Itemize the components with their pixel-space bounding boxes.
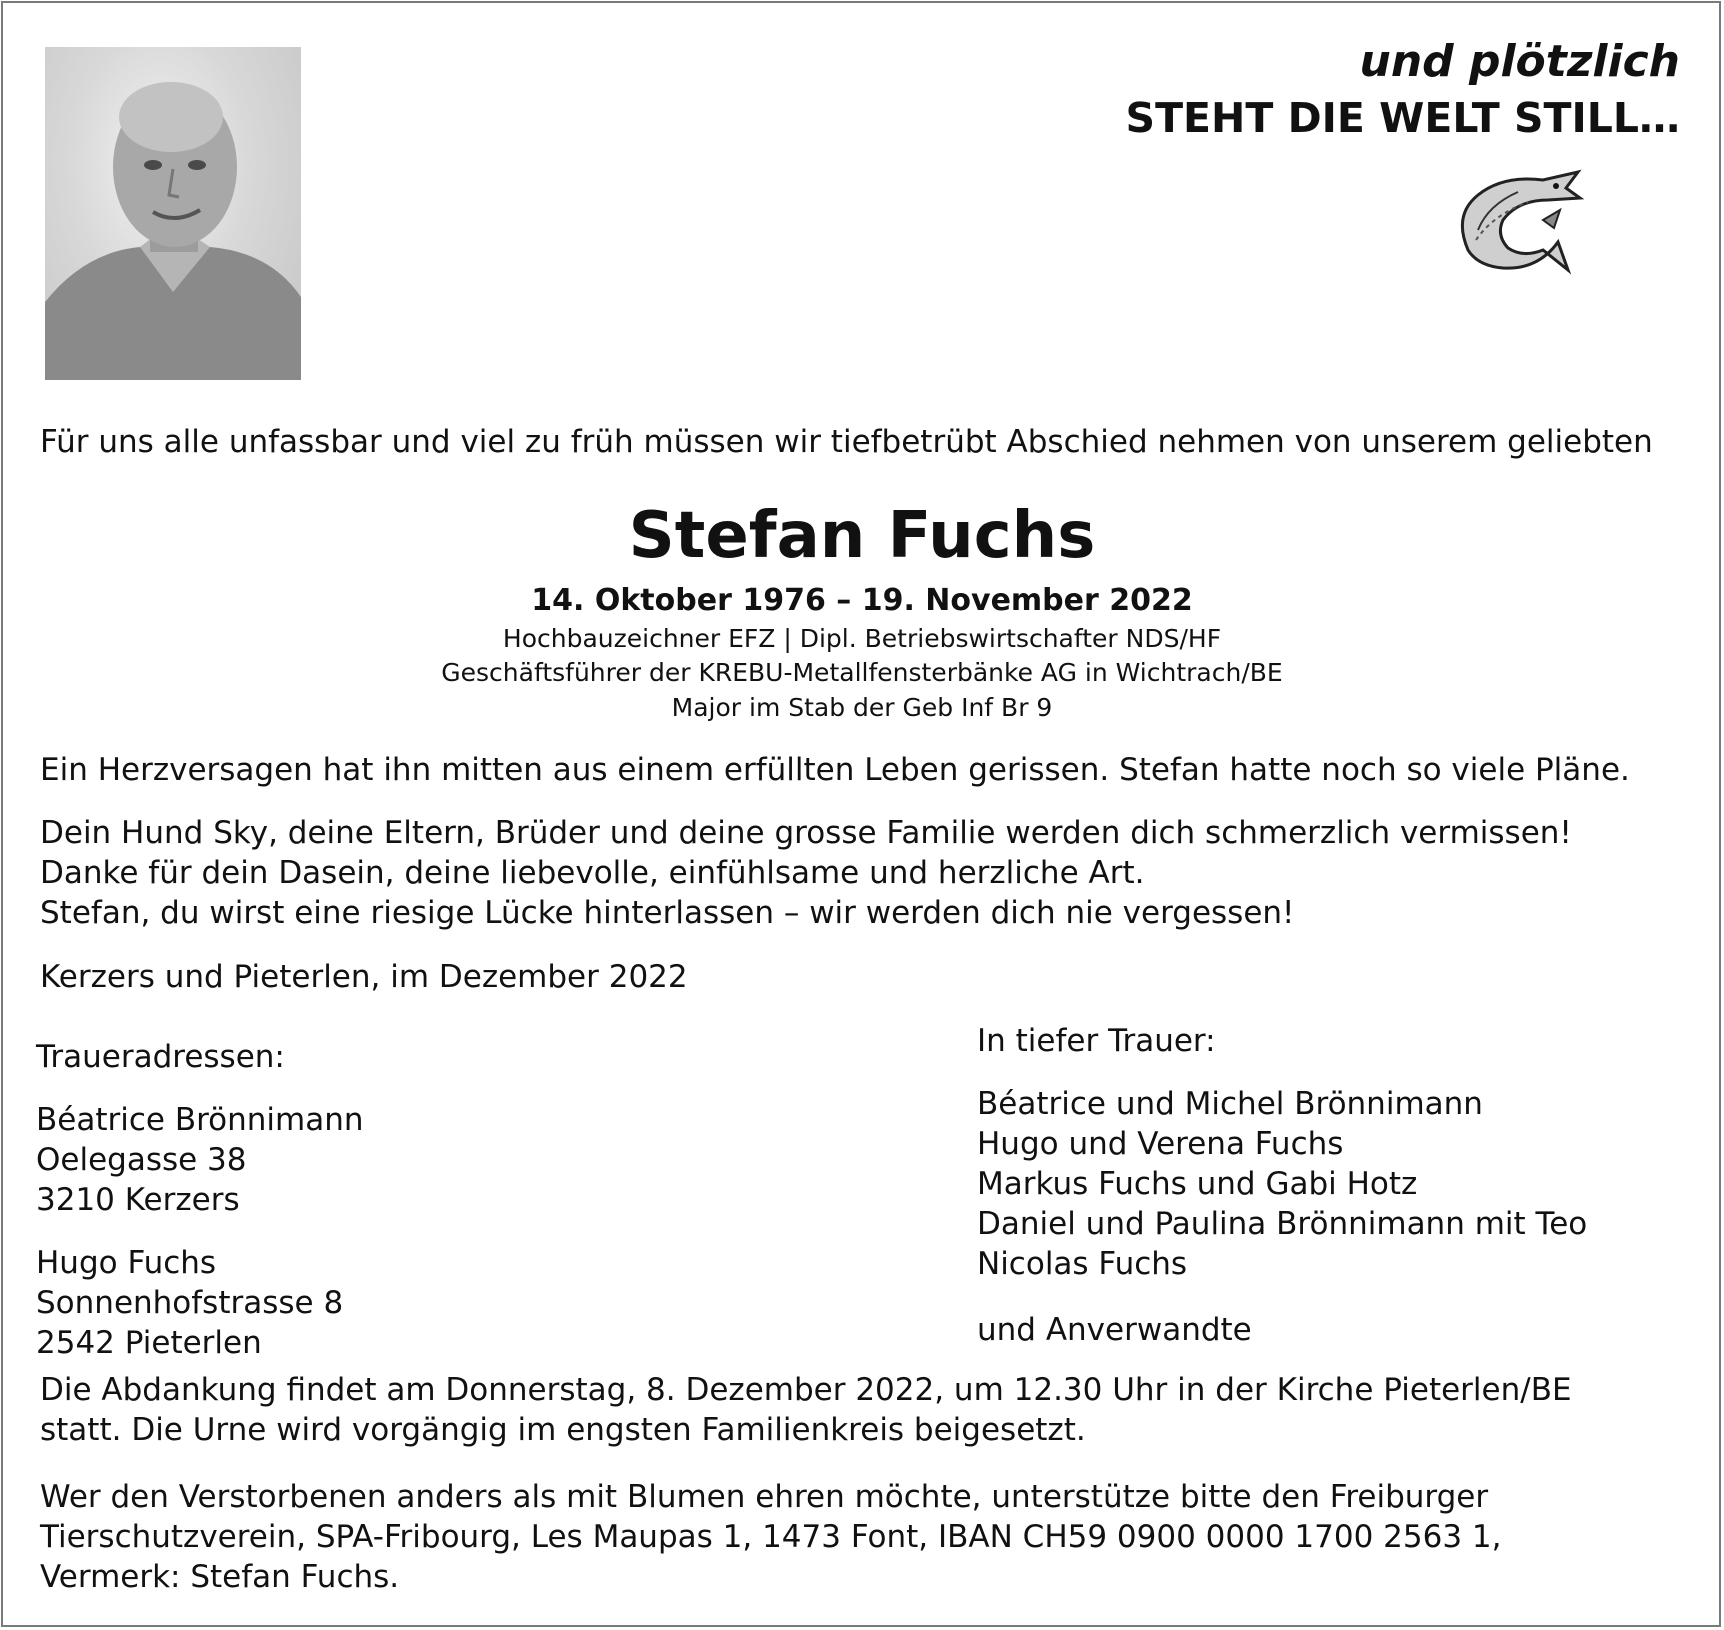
title-line-2: Geschäftsführer der KREBU-Metallfensterbänke AG in Wichtrach/BE — [441, 658, 1283, 687]
place-date: Kerzers und Pieterlen, im Dezember 2022 — [40, 959, 688, 995]
address-1-name: Béatrice Brönnimann — [36, 1102, 364, 1138]
address-1-street: Oelegasse 38 — [36, 1142, 247, 1178]
mourner-2: Hugo und Verena Fuchs — [977, 1126, 1344, 1162]
portrait-illustration — [45, 47, 301, 380]
donation-line-1: Wer den Verstorbenen anders als mit Blumen ehren möchte, unterstütze bitte den Freiburger — [40, 1479, 1489, 1515]
deceased-name: Stefan Fuchs — [628, 499, 1096, 573]
farewell-line-3: Stefan, du wirst eine riesige Lücke hinterlassen – wir werden dich nie vergessen! — [40, 895, 1295, 931]
mourners-list — [977, 1084, 1587, 1284]
mourners-closing: und Anverwandte — [977, 1312, 1252, 1348]
tagline-line-1: und plötzlich — [1359, 36, 1680, 87]
title-line-1: Hochbauzeichner EFZ | Dipl. Betriebswirtschafter NDS/HF — [502, 624, 1222, 653]
mourner-1: Béatrice und Michel Brönnimann — [977, 1086, 1483, 1122]
paragraph-donation — [40, 1477, 1502, 1597]
service-line-1: Die Abdankung findet am Donnerstag, 8. Dezember 2022, um 12.30 Uhr in der Kirche Pieterlen/BE — [40, 1372, 1572, 1408]
address-block-1 — [36, 1100, 364, 1220]
mourner-3: Markus Fuchs und Gabi Hotz — [977, 1166, 1418, 1202]
address-2-name: Hugo Fuchs — [36, 1245, 217, 1281]
title-line-3: Major im Stab der Geb Inf Br 9 — [671, 693, 1053, 722]
address-2-city: 2542 Pieterlen — [36, 1325, 262, 1361]
tagline-line-2: STEHT DIE WELT STILL… — [1125, 94, 1680, 142]
paragraph-service — [40, 1370, 1572, 1450]
farewell-line-2: Danke für dein Dasein, deine liebevolle, einfühlsame und herzliche Art. — [40, 855, 1145, 891]
tagline — [1126, 34, 1680, 146]
farewell-line-1: Dein Hund Sky, deine Eltern, Brüder und deine grosse Familie werden dich schmerzlich vermissen! — [40, 815, 1572, 851]
paragraph-farewell — [40, 813, 1572, 933]
life-dates: 14. Oktober 1976 – 19. November 2022 — [531, 583, 1193, 618]
donation-line-2: Tierschutzverein, SPA-Fribourg, Les Maupas 1, 1473 Font, IBAN CH59 0900 0000 1700 2563 1, — [40, 1519, 1502, 1555]
donation-line-3: Vermerk: Stefan Fuchs. — [40, 1559, 400, 1595]
address-block-2 — [36, 1243, 343, 1363]
portrait-photo — [45, 47, 301, 380]
mourners-heading: In tiefer Trauer: — [977, 1023, 1216, 1059]
mourner-4: Daniel und Paulina Brönnimann mit Teo — [977, 1206, 1588, 1242]
paragraph-heart-failure: Ein Herzversagen hat ihn mitten aus einem erfüllten Leben gerissen. Stefan hatte noch so viele Pläne. — [40, 752, 1630, 788]
address-1-city: 3210 Kerzers — [36, 1182, 240, 1218]
pike-fish-icon — [1448, 160, 1588, 280]
service-line-2: statt. Die Urne wird vorgängig im engsten Familienkreis beigesetzt. — [40, 1412, 1086, 1448]
address-2-street: Sonnenhofstrasse 8 — [36, 1285, 344, 1321]
mourner-5: Nicolas Fuchs — [977, 1246, 1188, 1282]
intro-text: Für uns alle unfassbar und viel zu früh müssen wir tiefbetrübt Abschied nehmen von unserem geliebten — [40, 424, 1653, 460]
addresses-heading: Traueradressen: — [36, 1039, 285, 1075]
